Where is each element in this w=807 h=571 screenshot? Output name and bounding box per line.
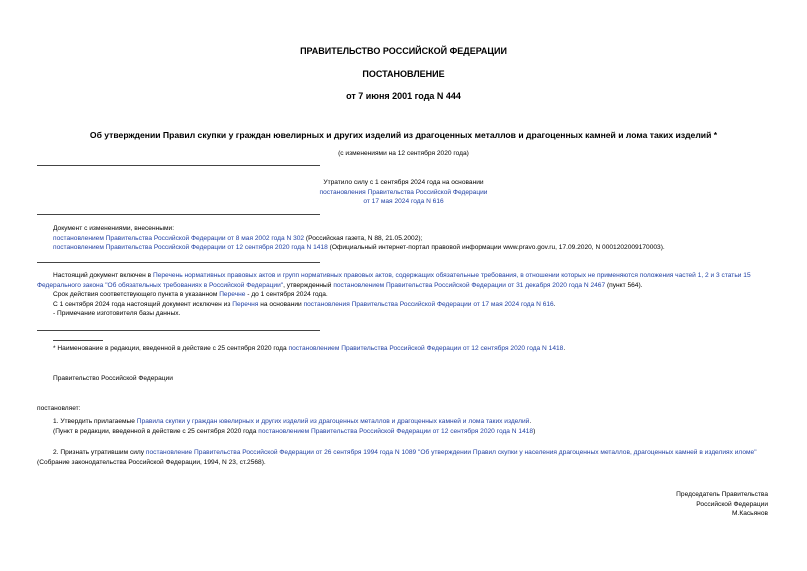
list-link-short[interactable]: Перечне (219, 291, 246, 298)
divider (37, 165, 320, 166)
decree-616-link[interactable]: постановления Правительства Российской Федерации от 17 мая 2024 года N 616 (303, 300, 554, 308)
change-source: (Официальный интернет-портал правовой информации www.pravo.gov.ru, 17.09.2020, N 0001202009170003). (327, 244, 665, 251)
document-type: ПОСТАНОВЛЕНИЕ (362, 69, 445, 79)
footnote: * Наименование в редакции, введенной в действие с 25 сентября 2020 года постановлением Правительства Российской Федерации от 12 сентября 2020 года N 1418. (53, 345, 566, 352)
divider (37, 214, 320, 215)
change-link-2002[interactable]: постановлением Правительства Российской Федерации от 8 мая 2002 года N 302 (53, 234, 305, 242)
changes-label: Документ с изменениями, внесенными: (53, 225, 175, 232)
note-db-maker: - Примечание изготовителя базы данных. (53, 310, 181, 317)
document-date-number: от 7 июня 2001 года N 444 (346, 91, 461, 101)
divider (37, 262, 320, 263)
document-title: Об утверждении Правил скупки у граждан ювелирных и других изделий из драгоценных металлов и драгоценных камней и лома таких изделий * (89, 130, 718, 140)
expired-line: Утратило силу с 1 сентября 2024 года на основании (323, 179, 484, 186)
decides: постановляет: (37, 405, 81, 412)
change-source: (Российская газета, N 88, 21.05.2002); (304, 234, 423, 242)
change-link-2020[interactable]: постановлением Правительства Российской Федерации от 12 сентября 2020 года N 1418 (53, 244, 328, 251)
clause-1-amendment-link[interactable]: постановлением Правительства Российской Федерации от 12 сентября 2020 года N 1418 (258, 427, 534, 435)
note-exclusion: С 1 сентября 2024 года настоящий документ исключен из Перечня на основании постановления Правительства Российской Федерации от 17 мая 2024 года N 616. (53, 300, 556, 308)
list-link-exclusion[interactable]: Перечня (232, 300, 259, 308)
signature-name: М.Касьянов (732, 510, 768, 517)
note-validity: Срок действия соответствующего пункта в указанном Перечне - до 1 сентября 2024 года. (53, 291, 328, 298)
repealed-decree-link[interactable]: постановление Правительства Российской Федерации от 26 сентября 1994 года N 1089 "Об утверждении Правил скупки у населения драгоценных металлов, драгоценных камней в изделиях иломе" (145, 449, 757, 456)
government-heading: ПРАВИТЕЛЬСТВО РОССИЙСКОЙ ФЕДЕРАЦИИ (300, 46, 507, 56)
expired-decree-link[interactable]: постановления Правительства Российской Федерации (319, 188, 488, 196)
changes-block (53, 224, 793, 253)
note-inclusion: Настоящий документ включен в Перечень нормативных правовых актов и групп нормативных правовых актов, содержащих обязательные требования, в отношении которых не применяются положения частей 1, 2 и 3 статьи 15 Федерального закона "Об обязательных требованиях в Российской Федерации", утвержденный постановлением Правительства Российской Федерации от 31 декабря 2020 года N 2467 (пункт 564). (37, 272, 751, 289)
expired-decree-date-link[interactable]: от 17 мая 2024 года N 616 (363, 198, 444, 205)
list-link[interactable]: Перечень нормативных правовых актов и групп нормативных правовых актов, содержащих обязательные требования, в отношении которых не применяются положения частей 1, 2 и 3 статьи 15 Федерального закона "Об обязательных требованиях в Российской Федерации" (37, 272, 751, 289)
change-item (53, 234, 793, 244)
signature-block (560, 490, 768, 519)
clause-1: 1. Утвердить прилагаемые Правила скупки у граждан ювелирных и других изделий из драгоценных металлов и драгоценных камней и лома таких изделий. (Пункт в редакции, введенной в действие с 25 сентября 2020 года постановлением Правительства Российской Федерации от 12 сентября 2020 года N 1418) (53, 418, 536, 435)
footnote-decree-link[interactable]: постановлением Правительства Российской Федерации от 12 сентября 2020 года N 1418 (288, 345, 564, 352)
signature-country: Российской Федерации (696, 500, 768, 508)
footnote-divider (53, 340, 103, 341)
amended-note: (с изменениями на 12 сентября 2020 года) (338, 150, 469, 157)
rules-link[interactable]: Правила скупки у граждан ювелирных и других изделий из драгоценных металлов и драгоценных камней и лома таких изделий (136, 418, 530, 425)
clause-2: 2. Признать утратившим силу постановление Правительства Российской Федерации от 26 сентября 1994 года N 1089 "Об утверждении Правил скупки у населения драгоценных металлов, драгоценных камней в изделиях иломе" (Собрание законодательства Российской Федерации, 1994, N 23, ст.2568). (37, 449, 757, 466)
government-name: Правительство Российской Федерации (53, 375, 173, 382)
expired-notice (0, 178, 807, 207)
decree-2467-link[interactable]: постановлением Правительства Российской Федерации от 31 декабря 2020 года N 2467 (333, 281, 606, 289)
change-item (53, 243, 793, 253)
divider (37, 330, 320, 331)
signature-title: Председатель Правительства (676, 491, 768, 498)
database-notes (37, 271, 770, 319)
